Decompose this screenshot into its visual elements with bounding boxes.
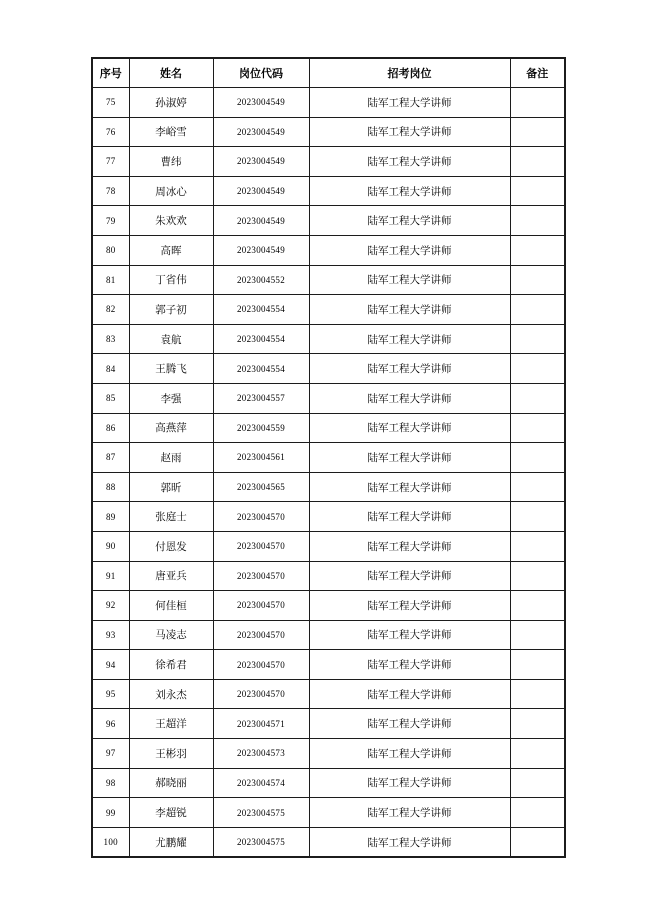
table-row — [92, 531, 565, 561]
cell-position: 陆军工程大学讲师 — [309, 413, 510, 443]
cell-position: 陆军工程大学讲师 — [309, 176, 510, 206]
table-row — [92, 768, 565, 798]
cell-code: 2023004575 — [213, 798, 309, 828]
cell-code: 2023004552 — [213, 265, 309, 295]
cell-code: 2023004554 — [213, 295, 309, 325]
cell-code: 2023004574 — [213, 768, 309, 798]
table-row — [92, 472, 565, 502]
cell-remark — [510, 117, 565, 147]
cell-no: 88 — [92, 472, 129, 502]
cell-code: 2023004570 — [213, 679, 309, 709]
cell-no: 90 — [92, 531, 129, 561]
cell-no: 100 — [92, 827, 129, 857]
table-row — [92, 147, 565, 177]
cell-remark — [510, 206, 565, 236]
cell-remark — [510, 709, 565, 739]
header-remarks: 备注 — [510, 58, 565, 88]
cell-code: 2023004570 — [213, 591, 309, 621]
cell-position: 陆军工程大学讲师 — [309, 295, 510, 325]
cell-code: 2023004561 — [213, 443, 309, 473]
table-row — [92, 413, 565, 443]
table-row — [92, 709, 565, 739]
cell-remark — [510, 88, 565, 118]
table-row — [92, 354, 565, 384]
cell-position: 陆军工程大学讲师 — [309, 265, 510, 295]
cell-name: 高晖 — [129, 235, 213, 265]
header-position-code: 岗位代码 — [213, 58, 309, 88]
cell-code: 2023004571 — [213, 709, 309, 739]
table-row — [92, 739, 565, 769]
cell-code: 2023004549 — [213, 88, 309, 118]
cell-code: 2023004549 — [213, 235, 309, 265]
table-row — [92, 383, 565, 413]
cell-position: 陆军工程大学讲师 — [309, 324, 510, 354]
cell-code: 2023004575 — [213, 827, 309, 857]
header-serial-number: 序号 — [92, 58, 129, 88]
cell-code: 2023004570 — [213, 650, 309, 680]
recruitment-roster-table — [91, 57, 566, 858]
cell-name: 李超锐 — [129, 798, 213, 828]
table-row — [92, 591, 565, 621]
cell-name: 丁省伟 — [129, 265, 213, 295]
cell-no: 89 — [92, 502, 129, 532]
table-row — [92, 827, 565, 857]
cell-position: 陆军工程大学讲师 — [309, 383, 510, 413]
cell-code: 2023004549 — [213, 147, 309, 177]
header-recruit-post: 招考岗位 — [309, 58, 510, 88]
cell-no: 95 — [92, 679, 129, 709]
cell-name: 唐亚兵 — [129, 561, 213, 591]
table-row — [92, 650, 565, 680]
cell-code: 2023004549 — [213, 176, 309, 206]
cell-name: 付恩发 — [129, 531, 213, 561]
header-name: 姓名 — [129, 58, 213, 88]
cell-position: 陆军工程大学讲师 — [309, 709, 510, 739]
table-row — [92, 176, 565, 206]
cell-position: 陆军工程大学讲师 — [309, 827, 510, 857]
cell-remark — [510, 502, 565, 532]
cell-no: 84 — [92, 354, 129, 384]
cell-remark — [510, 531, 565, 561]
cell-no: 99 — [92, 798, 129, 828]
cell-remark — [510, 176, 565, 206]
cell-code: 2023004554 — [213, 324, 309, 354]
cell-position: 陆军工程大学讲师 — [309, 650, 510, 680]
cell-position: 陆军工程大学讲师 — [309, 768, 510, 798]
cell-code: 2023004570 — [213, 620, 309, 650]
cell-remark — [510, 235, 565, 265]
cell-position: 陆军工程大学讲师 — [309, 472, 510, 502]
cell-code: 2023004570 — [213, 531, 309, 561]
table-body — [92, 88, 565, 858]
cell-remark — [510, 472, 565, 502]
table-header-row — [92, 58, 565, 88]
cell-remark — [510, 739, 565, 769]
table-row — [92, 620, 565, 650]
table-row — [92, 235, 565, 265]
table-row — [92, 443, 565, 473]
cell-name: 徐希君 — [129, 650, 213, 680]
cell-position: 陆军工程大学讲师 — [309, 679, 510, 709]
cell-code: 2023004549 — [213, 206, 309, 236]
table-row — [92, 561, 565, 591]
cell-code: 2023004557 — [213, 383, 309, 413]
cell-no: 82 — [92, 295, 129, 325]
cell-name: 高燕萍 — [129, 413, 213, 443]
cell-no: 97 — [92, 739, 129, 769]
cell-name: 王彬羽 — [129, 739, 213, 769]
cell-remark — [510, 413, 565, 443]
cell-position: 陆军工程大学讲师 — [309, 206, 510, 236]
cell-name: 郭子初 — [129, 295, 213, 325]
cell-remark — [510, 620, 565, 650]
cell-position: 陆军工程大学讲师 — [309, 117, 510, 147]
cell-position: 陆军工程大学讲师 — [309, 235, 510, 265]
table-row — [92, 679, 565, 709]
cell-no: 79 — [92, 206, 129, 236]
cell-name: 尤鹏耀 — [129, 827, 213, 857]
cell-name: 王腾飞 — [129, 354, 213, 384]
cell-no: 78 — [92, 176, 129, 206]
cell-no: 92 — [92, 591, 129, 621]
cell-position: 陆军工程大学讲师 — [309, 798, 510, 828]
cell-no: 81 — [92, 265, 129, 295]
cell-name: 刘永杰 — [129, 679, 213, 709]
cell-position: 陆军工程大学讲师 — [309, 620, 510, 650]
cell-remark — [510, 827, 565, 857]
cell-no: 98 — [92, 768, 129, 798]
cell-code: 2023004573 — [213, 739, 309, 769]
cell-code: 2023004554 — [213, 354, 309, 384]
cell-remark — [510, 383, 565, 413]
cell-no: 80 — [92, 235, 129, 265]
cell-name: 曹纬 — [129, 147, 213, 177]
cell-no: 91 — [92, 561, 129, 591]
cell-no: 96 — [92, 709, 129, 739]
cell-position: 陆军工程大学讲师 — [309, 88, 510, 118]
cell-remark — [510, 591, 565, 621]
cell-remark — [510, 147, 565, 177]
cell-name: 周冰心 — [129, 176, 213, 206]
cell-no: 76 — [92, 117, 129, 147]
cell-code: 2023004570 — [213, 502, 309, 532]
cell-name: 郭昕 — [129, 472, 213, 502]
cell-code: 2023004570 — [213, 561, 309, 591]
table-row — [92, 798, 565, 828]
cell-remark — [510, 650, 565, 680]
cell-position: 陆军工程大学讲师 — [309, 739, 510, 769]
cell-position: 陆军工程大学讲师 — [309, 443, 510, 473]
cell-code: 2023004559 — [213, 413, 309, 443]
cell-no: 75 — [92, 88, 129, 118]
cell-position: 陆军工程大学讲师 — [309, 354, 510, 384]
cell-remark — [510, 324, 565, 354]
cell-name: 何佳桓 — [129, 591, 213, 621]
cell-no: 85 — [92, 383, 129, 413]
cell-code: 2023004565 — [213, 472, 309, 502]
table-row — [92, 295, 565, 325]
table-row — [92, 206, 565, 236]
cell-name: 朱欢欢 — [129, 206, 213, 236]
cell-name: 马凌志 — [129, 620, 213, 650]
cell-position: 陆军工程大学讲师 — [309, 147, 510, 177]
cell-position: 陆军工程大学讲师 — [309, 591, 510, 621]
cell-no: 86 — [92, 413, 129, 443]
table-row — [92, 117, 565, 147]
cell-name: 王超洋 — [129, 709, 213, 739]
cell-name: 袁航 — [129, 324, 213, 354]
table-row — [92, 88, 565, 118]
cell-position: 陆军工程大学讲师 — [309, 531, 510, 561]
cell-remark — [510, 768, 565, 798]
cell-position: 陆军工程大学讲师 — [309, 561, 510, 591]
cell-no: 94 — [92, 650, 129, 680]
cell-remark — [510, 798, 565, 828]
cell-no: 87 — [92, 443, 129, 473]
cell-name: 李强 — [129, 383, 213, 413]
cell-remark — [510, 561, 565, 591]
cell-remark — [510, 354, 565, 384]
table-row — [92, 324, 565, 354]
cell-name: 赵雨 — [129, 443, 213, 473]
cell-remark — [510, 443, 565, 473]
cell-name: 张庭士 — [129, 502, 213, 532]
cell-name: 郝晓丽 — [129, 768, 213, 798]
cell-no: 93 — [92, 620, 129, 650]
cell-remark — [510, 679, 565, 709]
table-row — [92, 265, 565, 295]
cell-remark — [510, 265, 565, 295]
cell-remark — [510, 295, 565, 325]
cell-no: 83 — [92, 324, 129, 354]
cell-code: 2023004549 — [213, 117, 309, 147]
cell-position: 陆军工程大学讲师 — [309, 502, 510, 532]
cell-name: 李峪雪 — [129, 117, 213, 147]
cell-name: 孙淑婷 — [129, 88, 213, 118]
table-row — [92, 502, 565, 532]
cell-no: 77 — [92, 147, 129, 177]
